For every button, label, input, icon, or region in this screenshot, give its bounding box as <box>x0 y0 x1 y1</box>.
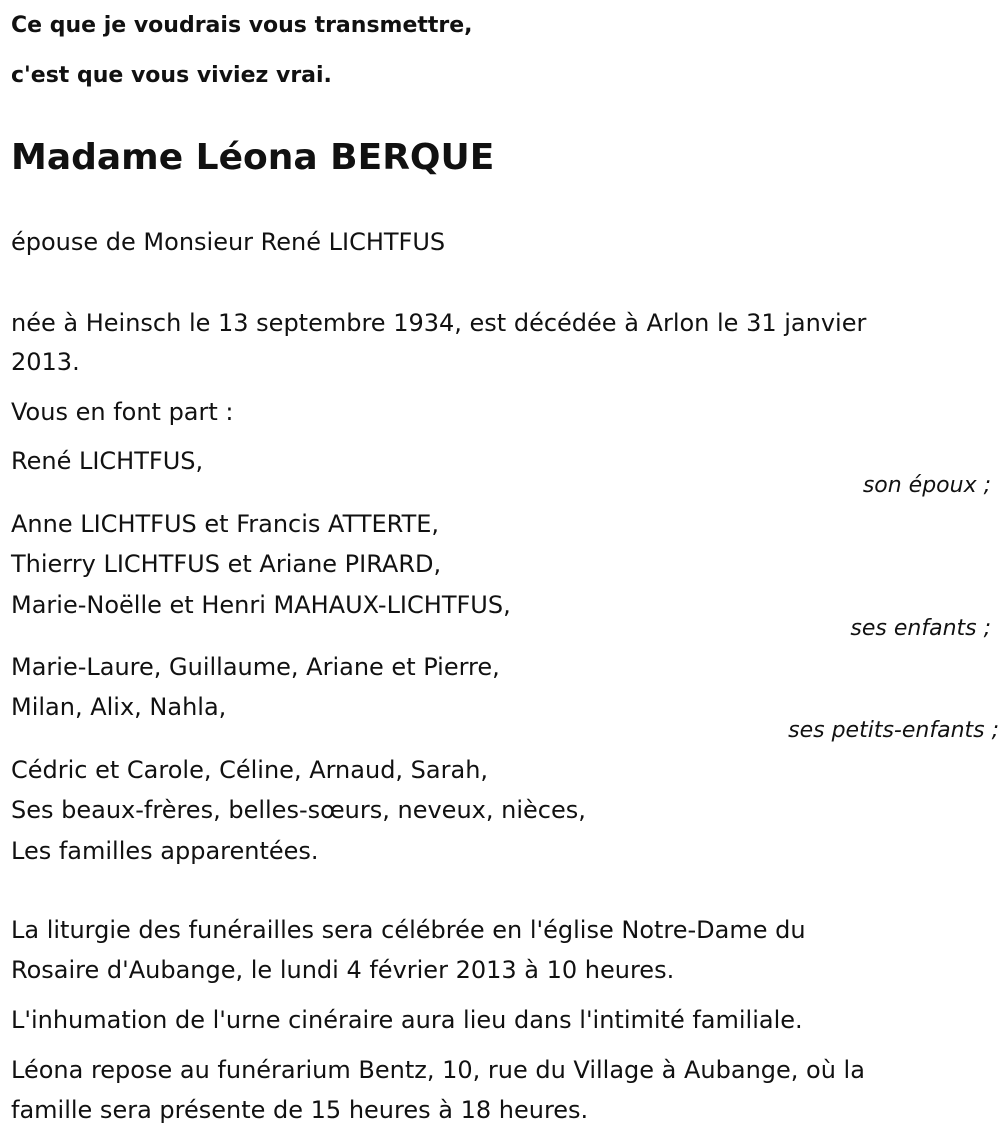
quote-line-1: Ce que je voudrais vous transmettre, <box>11 13 473 38</box>
announcement-intro: Vous en font part : <box>11 398 234 426</box>
deceased-name: Madame Léona BERQUE <box>11 137 495 178</box>
viewing-line-2: famille sera présente de 15 heures à 18 heures. <box>11 1096 589 1124</box>
family-member: Cédric et Carole, Céline, Arnaud, Sarah, <box>11 756 489 784</box>
family-member: Marie-Noëlle et Henri MAHAUX-LICHTFUS, <box>11 591 511 619</box>
family-member: Thierry LICHTFUS et Ariane PIRARD, <box>11 550 442 578</box>
viewing-line-1: Léona repose au funérarium Bentz, 10, rue du Village à Aubange, où la <box>11 1056 865 1084</box>
family-member: René LICHTFUS, <box>11 447 204 475</box>
family-member: Milan, Alix, Nahla, <box>11 693 227 721</box>
relation-label-grandchildren: ses petits-enfants ; <box>788 718 999 743</box>
family-member: Anne LICHTFUS et Francis ATTERTE, <box>11 510 440 538</box>
liturgy-line-1: La liturgie des funérailles sera célébrée en l'église Notre-Dame du <box>11 916 806 944</box>
burial-line: L'inhumation de l'urne cinéraire aura lieu dans l'intimité familiale. <box>11 1006 803 1034</box>
birth-death-line-1: née à Heinsch le 13 septembre 1934, est décédée à Arlon le 31 janvier <box>11 309 867 337</box>
birth-death-line-2: 2013. <box>11 348 80 376</box>
relation-label-spouse: son époux ; <box>862 473 991 498</box>
family-member: Les familles apparentées. <box>11 837 319 865</box>
family-member: Marie-Laure, Guillaume, Ariane et Pierre, <box>11 653 500 681</box>
relation-label-children: ses enfants ; <box>850 616 991 641</box>
liturgy-line-2: Rosaire d'Aubange, le lundi 4 février 2013 à 10 heures. <box>11 956 675 984</box>
family-member: Ses beaux-frères, belles-sœurs, neveux, nièces, <box>11 796 586 824</box>
quote-line-2: c'est que vous viviez vrai. <box>11 63 332 88</box>
spouse-line: épouse de Monsieur René LICHTFUS <box>11 228 446 256</box>
